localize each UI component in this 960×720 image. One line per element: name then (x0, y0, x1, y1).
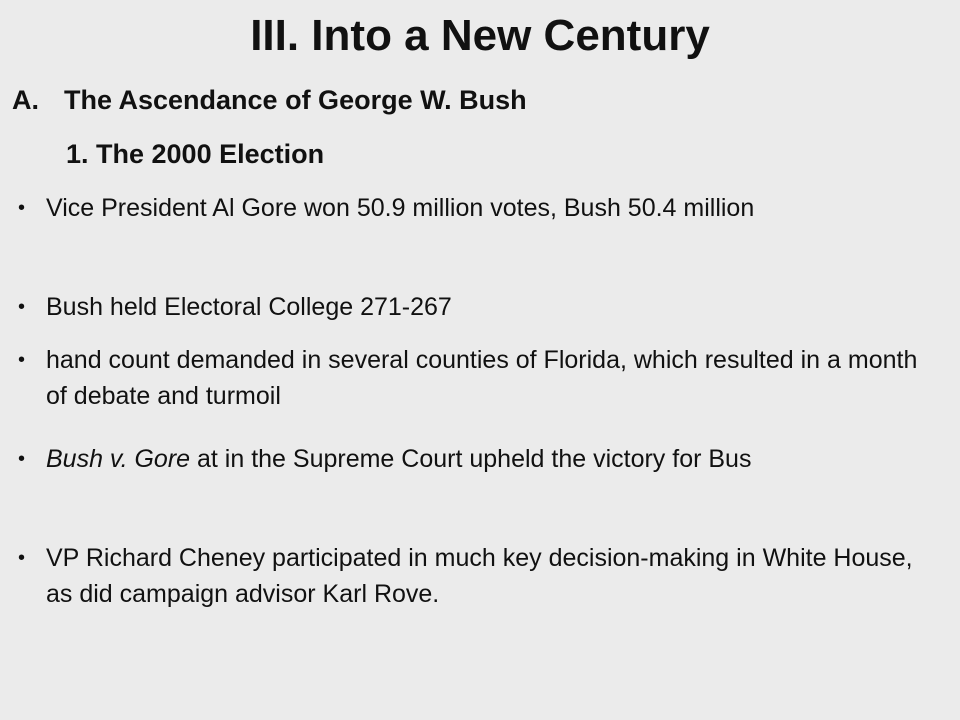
bullet-item (18, 342, 938, 414)
bullet-text: Vice President Al Gore won 50.9 million votes, Bush 50.4 million (46, 194, 755, 222)
bullet-text-rest: at in the Supreme Court upheld the victory for Bus (190, 445, 752, 473)
bullet-marker: • (18, 296, 26, 318)
bullet-text: Bush held Electoral College 271-267 (46, 293, 452, 321)
bullet-marker: • (18, 448, 26, 470)
bullet-text (46, 441, 938, 477)
section-label: The Ascendance of George W. Bush (64, 85, 527, 115)
bullet-item (18, 540, 938, 612)
bullet-text: VP Richard Cheney participated in much key decision-making in White House, as did campaign advisor Karl Rove. (46, 544, 913, 608)
section-marker: A. (12, 85, 39, 115)
slide-title: III. Into a New Century (250, 11, 710, 60)
bullet-item (18, 289, 938, 325)
subsection-heading: 1. The 2000 Election (66, 139, 325, 169)
bullet-item (18, 190, 938, 226)
bullet-marker: • (18, 197, 26, 219)
bullet-marker: • (18, 349, 26, 371)
bullet-marker: • (18, 547, 26, 569)
bullet-text: hand count demanded in several counties of Florida, which resulted in a month of debate and turmoil (46, 346, 918, 410)
case-name: Bush v. Gore (46, 445, 191, 473)
bullet-item (18, 441, 938, 477)
